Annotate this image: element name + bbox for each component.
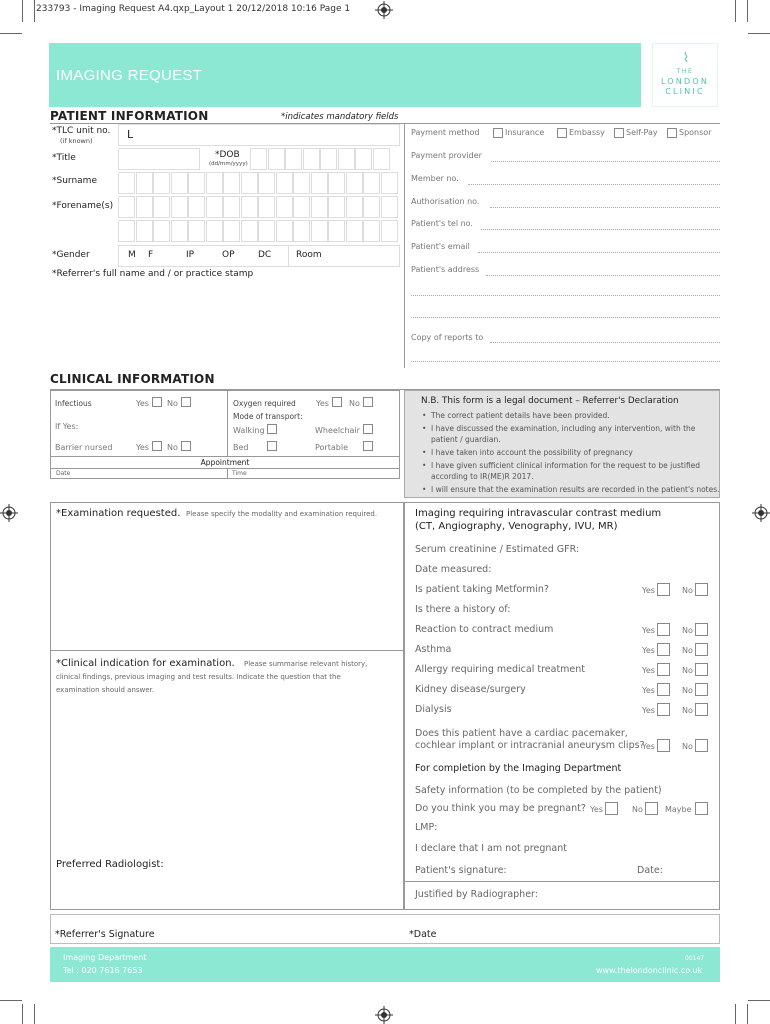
- footer-code: 00147: [685, 955, 705, 962]
- metformin-yes-label: Yes: [642, 586, 655, 595]
- logo-line-london: LONDON: [660, 77, 710, 86]
- oxygen-no-label: No: [349, 399, 360, 408]
- tlc-sublabel: (if known): [60, 137, 93, 145]
- ip-option[interactable]: IP: [186, 250, 195, 260]
- surname-char-cell[interactable]: [188, 172, 205, 194]
- reaction-label: Reaction to contract medium: [415, 624, 554, 635]
- forename-char-cell[interactable]: [153, 196, 170, 218]
- name-char-cell[interactable]: [276, 220, 293, 242]
- patient-address-field[interactable]: [411, 317, 720, 318]
- bed-label: Bed: [233, 443, 249, 452]
- tlc-label: *TLC unit no.: [52, 126, 111, 136]
- clinical-indication-instructions: Please summarise relevant history,: [244, 660, 368, 668]
- declaration-bullet: •: [422, 448, 427, 457]
- self-pay-checkbox[interactable]: [614, 128, 624, 138]
- logo-emblem-icon: [681, 51, 691, 63]
- crop-mark: [0, 1000, 22, 1001]
- kidney-yes-label: Yes: [642, 686, 655, 695]
- crop-mark: [735, 1004, 736, 1024]
- dialysis-no-checkbox[interactable]: [695, 703, 708, 716]
- registration-mark-icon: [0, 504, 18, 522]
- asthma-no-checkbox[interactable]: [695, 643, 708, 656]
- clinical-indication-title: *Clinical indication for examination.: [56, 658, 235, 669]
- patient-tel-field[interactable]: [481, 229, 720, 230]
- asthma-yes-checkbox[interactable]: [657, 643, 670, 656]
- referrer-signature-label: *Referrer's Signature: [55, 929, 155, 940]
- metformin-yes-checkbox[interactable]: [657, 583, 670, 596]
- surname-char-cell[interactable]: [311, 172, 328, 194]
- infectious-no-label: No: [167, 399, 178, 408]
- name-char-cell[interactable]: [328, 220, 345, 242]
- crop-mark: [748, 1000, 770, 1001]
- patient-address-field[interactable]: [411, 295, 720, 296]
- london-clinic-logo: [652, 43, 718, 107]
- name-char-cell[interactable]: [293, 220, 310, 242]
- title-label: *Title: [52, 153, 76, 163]
- footer-website[interactable]: www.thelondonclinic.co.uk: [596, 966, 703, 975]
- barrier-yes-label: Yes: [136, 443, 149, 452]
- oxygen-yes-label: Yes: [316, 399, 329, 408]
- crop-mark: [747, 1004, 748, 1024]
- footer-tel: Tel : 020 7616 7653: [63, 966, 143, 975]
- forename-char-cell[interactable]: [381, 196, 398, 218]
- forename-char-cell[interactable]: [241, 196, 258, 218]
- divider: [288, 245, 289, 267]
- name-char-cell[interactable]: [363, 220, 380, 242]
- examination-instructions: Please specify the modality and examination required.: [186, 510, 378, 518]
- appointment-date-label: Date: [56, 470, 71, 477]
- patient-signature-label: Patient's signature:: [415, 865, 507, 876]
- op-option[interactable]: OP: [222, 250, 235, 260]
- surname-char-cell[interactable]: [118, 172, 135, 194]
- reaction-yes-checkbox[interactable]: [657, 623, 670, 636]
- dob-digit-cell[interactable]: [285, 148, 302, 170]
- name-char-cell[interactable]: [171, 220, 188, 242]
- dob-digit-cell[interactable]: [268, 148, 285, 170]
- surname-char-cell[interactable]: [258, 172, 275, 194]
- sponsor-checkbox[interactable]: [667, 128, 677, 138]
- member-no-field[interactable]: [468, 184, 720, 185]
- registration-mark-icon: [375, 1, 393, 19]
- walking-label: Walking: [233, 426, 265, 435]
- infectious-no-checkbox[interactable]: [181, 397, 191, 407]
- declaration-text: I have given sufficient clinical information for the request to be justified: [431, 461, 701, 470]
- insurance-label: Insurance: [505, 128, 545, 137]
- patient-email-label: Patient's email: [411, 242, 470, 251]
- kidney-no-checkbox[interactable]: [695, 683, 708, 696]
- forename-char-cell[interactable]: [328, 196, 345, 218]
- barrier-label: Barrier nursed: [55, 443, 113, 452]
- divider: [227, 390, 228, 456]
- portable-checkbox[interactable]: [363, 441, 373, 451]
- infectious-yes-checkbox[interactable]: [152, 397, 162, 407]
- member-no-label: Member no.: [411, 174, 459, 183]
- declaration-bullet: •: [422, 485, 427, 494]
- oxygen-label: Oxygen required: [233, 399, 296, 408]
- referrer-stamp-area[interactable]: [52, 282, 400, 366]
- surname-char-cell[interactable]: [241, 172, 258, 194]
- declaration-text: I have taken into account the possibility of pregnancy: [431, 448, 633, 457]
- portable-label: Portable: [315, 443, 348, 452]
- asthma-yes-label: Yes: [642, 646, 655, 655]
- forename-char-cell[interactable]: [171, 196, 188, 218]
- declaration-text: patient / guardian.: [431, 435, 501, 444]
- logo-line-clinic: CLINIC: [665, 87, 705, 96]
- allergy-yes-label: Yes: [642, 666, 655, 675]
- reaction-no-label: No: [682, 626, 693, 635]
- pacemaker-yes-label: Yes: [642, 742, 655, 751]
- registration-mark-icon: [752, 504, 770, 522]
- name-char-cell[interactable]: [241, 220, 258, 242]
- forename-char-cell[interactable]: [188, 196, 205, 218]
- crop-mark: [735, 0, 736, 22]
- dialysis-yes-label: Yes: [642, 706, 655, 715]
- kidney-no-label: No: [682, 686, 693, 695]
- patient-tel-label: Patient's tel no.: [411, 219, 473, 228]
- if-yes-label: If Yes:: [55, 422, 79, 431]
- print-header: 233793 - Imaging Request A4.qxp_Layout 1 20/12/2018 10:16 Page 1: [36, 4, 351, 14]
- allergy-no-label: No: [682, 666, 693, 675]
- authorisation-field[interactable]: [490, 207, 720, 208]
- surname-char-cell[interactable]: [328, 172, 345, 194]
- dc-option[interactable]: DC: [258, 250, 272, 260]
- barrier-yes-checkbox[interactable]: [152, 441, 162, 451]
- date-measured-label: Date measured:: [415, 564, 492, 575]
- declaration-box: [404, 390, 720, 498]
- payment-provider-field[interactable]: [491, 161, 720, 162]
- contrast-subtitle: (CT, Angiography, Venography, IVU, MR): [415, 521, 618, 532]
- dialysis-yes-checkbox[interactable]: [657, 703, 670, 716]
- divider: [404, 123, 405, 368]
- name-char-cell[interactable]: [346, 220, 363, 242]
- allergy-yes-checkbox[interactable]: [657, 663, 670, 676]
- oxygen-no-checkbox[interactable]: [363, 397, 373, 407]
- declaration-bullet: •: [422, 411, 427, 420]
- name-char-cell[interactable]: [118, 220, 135, 242]
- declaration-text: according to IR(ME)R 2017.: [431, 472, 534, 481]
- lmp-label: LMP:: [415, 822, 438, 833]
- mandatory-note: *indicates mandatory fields: [281, 112, 399, 122]
- surname-char-cell[interactable]: [171, 172, 188, 194]
- asthma-no-label: No: [682, 646, 693, 655]
- surname-char-cell[interactable]: [223, 172, 240, 194]
- payment-method-label: Payment method: [411, 128, 480, 137]
- crop-mark: [748, 33, 770, 34]
- crop-mark: [22, 0, 23, 22]
- declaration-bullet: •: [422, 461, 427, 470]
- forename-char-cell[interactable]: [276, 196, 293, 218]
- completion-heading: For completion by the Imaging Department: [415, 763, 622, 774]
- justified-label: Justified by Radiographer:: [415, 889, 538, 900]
- tlc-value: L: [127, 128, 134, 141]
- declaration-text: I have discussed the examination, including any intervention, with the: [431, 424, 696, 433]
- gender-m-option[interactable]: M: [128, 250, 136, 260]
- surname-char-cell[interactable]: [153, 172, 170, 194]
- crop-mark: [34, 1004, 35, 1024]
- patient-info-heading: PATIENT INFORMATION: [50, 109, 209, 123]
- name-char-cell[interactable]: [258, 220, 275, 242]
- forename-char-cell[interactable]: [258, 196, 275, 218]
- walking-checkbox[interactable]: [267, 424, 277, 434]
- pregnant-no-checkbox[interactable]: [645, 802, 658, 815]
- name-char-cell[interactable]: [206, 220, 223, 242]
- embassy-label: Embassy: [569, 128, 605, 137]
- forename-char-cell[interactable]: [136, 196, 153, 218]
- forename-char-cell[interactable]: [346, 196, 363, 218]
- embassy-checkbox[interactable]: [557, 128, 567, 138]
- appointment-time-label: Time: [232, 470, 247, 477]
- pacemaker-no-checkbox[interactable]: [695, 739, 708, 752]
- pacemaker-label: cochlear implant or intracranial aneurysm clips?: [415, 740, 645, 751]
- declaration-text: The correct patient details have been provided.: [431, 411, 610, 420]
- patient-address-label: Patient's address: [411, 265, 480, 274]
- pregnant-yes-checkbox[interactable]: [605, 802, 618, 815]
- metformin-no-label: No: [682, 586, 693, 595]
- gender-f-option[interactable]: F: [148, 250, 154, 260]
- surname-char-cell[interactable]: [381, 172, 398, 194]
- patient-email-field[interactable]: [478, 252, 720, 253]
- dob-digit-cell[interactable]: [320, 148, 337, 170]
- preferred-radiologist-label: Preferred Radiologist:: [56, 859, 164, 870]
- forename-char-cell[interactable]: [118, 196, 135, 218]
- surname-char-cell[interactable]: [346, 172, 363, 194]
- forename-char-cell[interactable]: [311, 196, 328, 218]
- forename-char-cell[interactable]: [206, 196, 223, 218]
- dob-sublabel: (dd/mm/yyyy): [209, 161, 248, 167]
- divider: [50, 468, 400, 469]
- registration-mark-icon: [375, 1006, 393, 1024]
- appointment-label: Appointment: [200, 458, 250, 467]
- oxygen-yes-checkbox[interactable]: [332, 397, 342, 407]
- divider: [50, 456, 400, 457]
- dob-digit-cell[interactable]: [338, 148, 355, 170]
- metformin-label: Is patient taking Metformin?: [415, 584, 549, 595]
- barrier-no-checkbox[interactable]: [181, 441, 191, 451]
- metformin-no-checkbox[interactable]: [695, 583, 708, 596]
- name-char-cell[interactable]: [223, 220, 240, 242]
- copy-reports-field[interactable]: [490, 342, 720, 343]
- declare-label: I declare that I am not pregnant: [415, 843, 567, 854]
- title-field[interactable]: [118, 148, 200, 170]
- gender-label: *Gender: [52, 250, 90, 260]
- pregnant-no-label: No: [632, 805, 643, 814]
- forename-char-cell[interactable]: [223, 196, 240, 218]
- declaration-title: N.B. This form is a legal document – Referrer's Declaration: [421, 396, 679, 406]
- referrer-label: *Referrer's full name and / or practice stamp: [52, 269, 254, 279]
- copy-reports-field[interactable]: [411, 361, 720, 362]
- surname-char-cell[interactable]: [293, 172, 310, 194]
- dob-digit-cell[interactable]: [355, 148, 372, 170]
- pacemaker-yes-checkbox[interactable]: [657, 739, 670, 752]
- divider: [404, 881, 720, 882]
- wheelchair-checkbox[interactable]: [363, 424, 373, 434]
- pregnant-maybe-checkbox[interactable]: [695, 802, 708, 815]
- wheelchair-label: Wheelchair: [315, 426, 360, 435]
- name-char-cell[interactable]: [188, 220, 205, 242]
- transport-label: Mode of transport:: [233, 412, 303, 421]
- pregnant-label: Do you think you may be pregnant?: [415, 803, 586, 814]
- reaction-no-checkbox[interactable]: [695, 623, 708, 636]
- dob-label: *DOB: [215, 150, 240, 160]
- serum-label: Serum creatinine / Estimated GFR:: [415, 544, 580, 555]
- surname-char-cell[interactable]: [363, 172, 380, 194]
- surname-char-cell[interactable]: [206, 172, 223, 194]
- name-char-cell[interactable]: [311, 220, 328, 242]
- surname-char-cell[interactable]: [136, 172, 153, 194]
- pregnant-yes-label: Yes: [590, 805, 603, 814]
- declaration-bullet: •: [422, 424, 427, 433]
- crop-mark: [22, 1004, 23, 1024]
- patient-date-label: Date:: [637, 865, 663, 876]
- payment-provider-label: Payment provider: [411, 151, 482, 160]
- clinical-indication-instructions: examination should answer.: [56, 686, 155, 694]
- examination-title: *Examination requested.: [56, 508, 181, 519]
- patient-address-field[interactable]: [486, 275, 720, 276]
- kidney-label: Kidney disease/surgery: [415, 684, 526, 695]
- safety-label: Safety information (to be completed by the patient): [415, 785, 662, 796]
- insurance-checkbox[interactable]: [493, 128, 503, 138]
- room-label: Room: [296, 250, 322, 260]
- forename-char-cell[interactable]: [293, 196, 310, 218]
- history-label: Is there a history of:: [415, 604, 511, 615]
- infectious-label: Infectious: [55, 399, 92, 408]
- self-pay-label: Self-Pay: [626, 128, 658, 137]
- logo-line-the: THE: [676, 68, 694, 75]
- bed-checkbox[interactable]: [267, 441, 277, 451]
- tlc-field[interactable]: [118, 124, 400, 146]
- allergy-label: Allergy requiring medical treatment: [415, 664, 586, 675]
- forename-label: *Forename(s): [52, 201, 114, 211]
- footer-band: [50, 947, 720, 982]
- sponsor-label: Sponsor: [679, 128, 712, 137]
- authorisation-label: Authorisation no.: [411, 197, 480, 206]
- name-char-cell[interactable]: [136, 220, 153, 242]
- name-char-cell[interactable]: [381, 220, 398, 242]
- dob-digit-cell[interactable]: [373, 148, 390, 170]
- contrast-title: Imaging requiring intravascular contrast medium: [415, 508, 662, 519]
- surname-char-cell[interactable]: [276, 172, 293, 194]
- divider: [227, 468, 228, 479]
- dob-digit-cell[interactable]: [250, 148, 267, 170]
- page-title: IMAGING REQUEST: [56, 67, 203, 84]
- footer-dept: Imaging Department: [63, 953, 147, 962]
- surname-label: *Surname: [52, 176, 97, 186]
- pacemaker-label: Does this patient have a cardiac pacemaker,: [415, 728, 628, 739]
- kidney-yes-checkbox[interactable]: [657, 683, 670, 696]
- declaration-text: I will ensure that the examination results are recorded in the patient's notes.: [431, 485, 720, 494]
- dob-digit-cell[interactable]: [303, 148, 320, 170]
- dialysis-label: Dialysis: [415, 704, 452, 715]
- crop-mark: [747, 0, 748, 22]
- copy-reports-label: Copy of reports to: [411, 333, 484, 342]
- pacemaker-no-label: No: [682, 742, 693, 751]
- name-char-cell[interactable]: [153, 220, 170, 242]
- allergy-no-checkbox[interactable]: [695, 663, 708, 676]
- reaction-yes-label: Yes: [642, 626, 655, 635]
- dialysis-no-label: No: [682, 706, 693, 715]
- crop-mark: [34, 0, 35, 22]
- clinical-indication-instructions: clinical findings, previous imaging and test results. Indicate the question that the: [56, 673, 341, 681]
- examination-box[interactable]: [50, 502, 404, 651]
- clinical-info-heading: CLINICAL INFORMATION: [50, 372, 215, 386]
- crop-mark: [0, 33, 22, 34]
- asthma-label: Asthma: [415, 644, 452, 655]
- pregnant-maybe-label: Maybe: [665, 805, 692, 814]
- signature-date-label: *Date: [409, 929, 437, 940]
- barrier-no-label: No: [167, 443, 178, 452]
- infectious-yes-label: Yes: [136, 399, 149, 408]
- forename-char-cell[interactable]: [363, 196, 380, 218]
